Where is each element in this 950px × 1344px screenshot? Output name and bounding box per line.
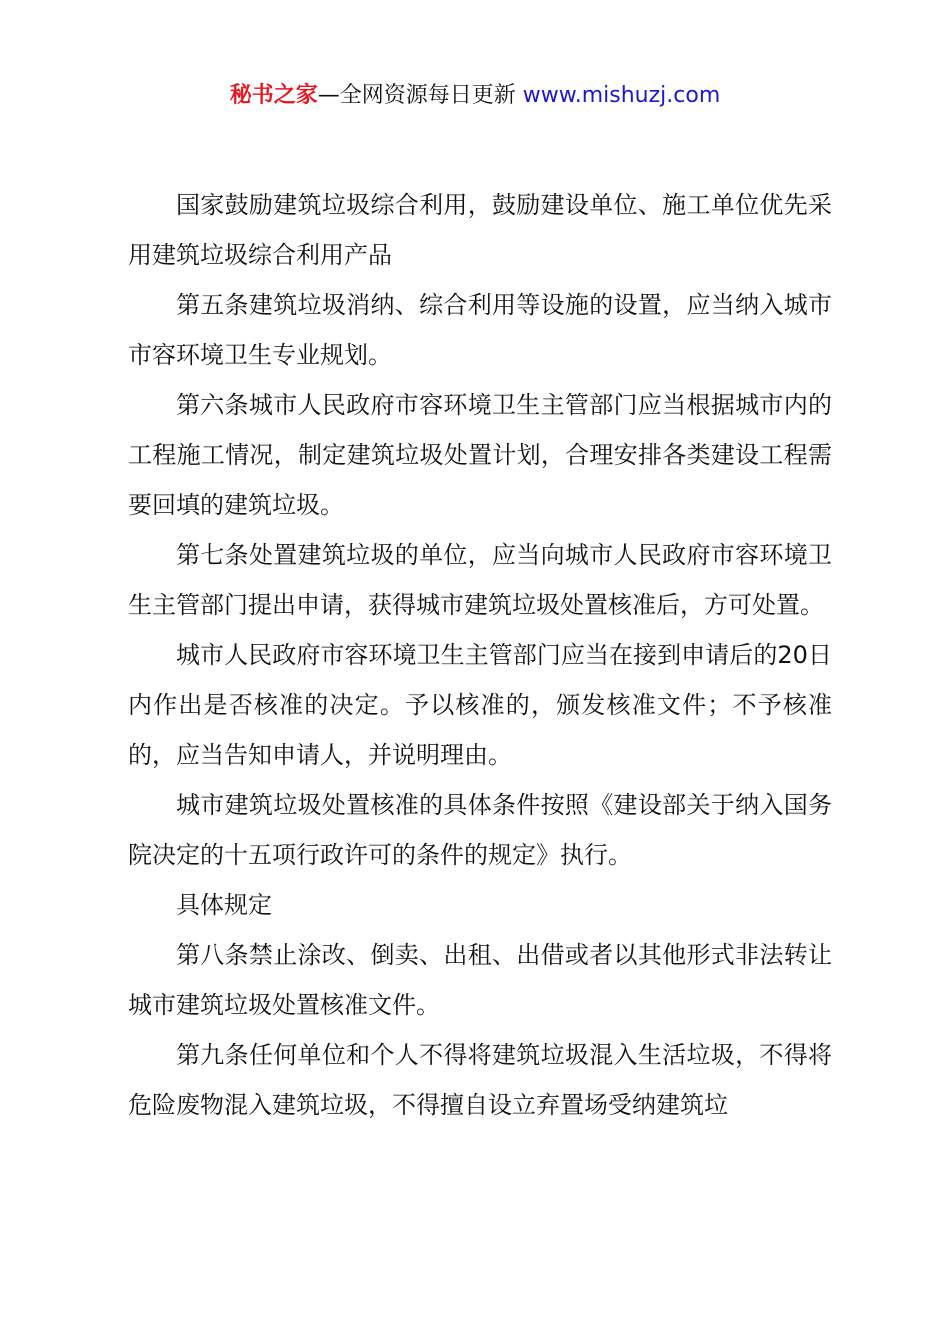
paragraph: 城市建筑垃圾处置核准的具体条件按照《建设部关于纳入国务院决定的十五项行政许可的条件的规定》执行。 xyxy=(128,791,832,869)
paragraph: 第五条建筑垃圾消纳、综合利用等设施的设置，应当纳入城市市容环境卫生专业规划。 xyxy=(128,291,832,369)
section-heading: 具体规定 xyxy=(176,891,272,919)
site-url-link[interactable]: www.mishuzj.com xyxy=(522,83,721,108)
paragraph: 国家鼓励建筑垃圾综合利用，鼓励建设单位、施工单位优先采用建筑垃圾综合利用产品 xyxy=(128,191,832,269)
paragraph: 第九条任何单位和个人不得将建筑垃圾混入生活垃圾，不得将危险废物混入建筑垃圾，不得擅自设立弃置场受纳建筑垃 xyxy=(128,1041,832,1119)
paragraph: 第七条处置建筑垃圾的单位，应当向城市人民政府市容环境卫生主管部门提出申请，获得城市建筑垃圾处置核准后，方可处置。 xyxy=(128,541,832,619)
brand-name: 秘书之家 xyxy=(229,83,318,108)
page-header xyxy=(0,80,950,112)
document-body xyxy=(128,180,832,1130)
paragraph: 第八条禁止涂改、倒卖、出租、出借或者以其他形式非法转让城市建筑垃圾处置核准文件。 xyxy=(128,941,832,1019)
header-tagline: —全网资源每日更新 xyxy=(317,83,523,108)
paragraph: 城市人民政府市容环境卫生主管部门应当在接到申请后的20日内作出是否核准的决定。予以核准的，颁发核准文件；不予核准的，应当告知申请人，并说明理由。 xyxy=(128,641,832,769)
paragraph: 第六条城市人民政府市容环境卫生主管部门应当根据城市内的工程施工情况，制定建筑垃圾处置计划，合理安排各类建设工程需要回填的建筑垃圾。 xyxy=(128,391,832,519)
